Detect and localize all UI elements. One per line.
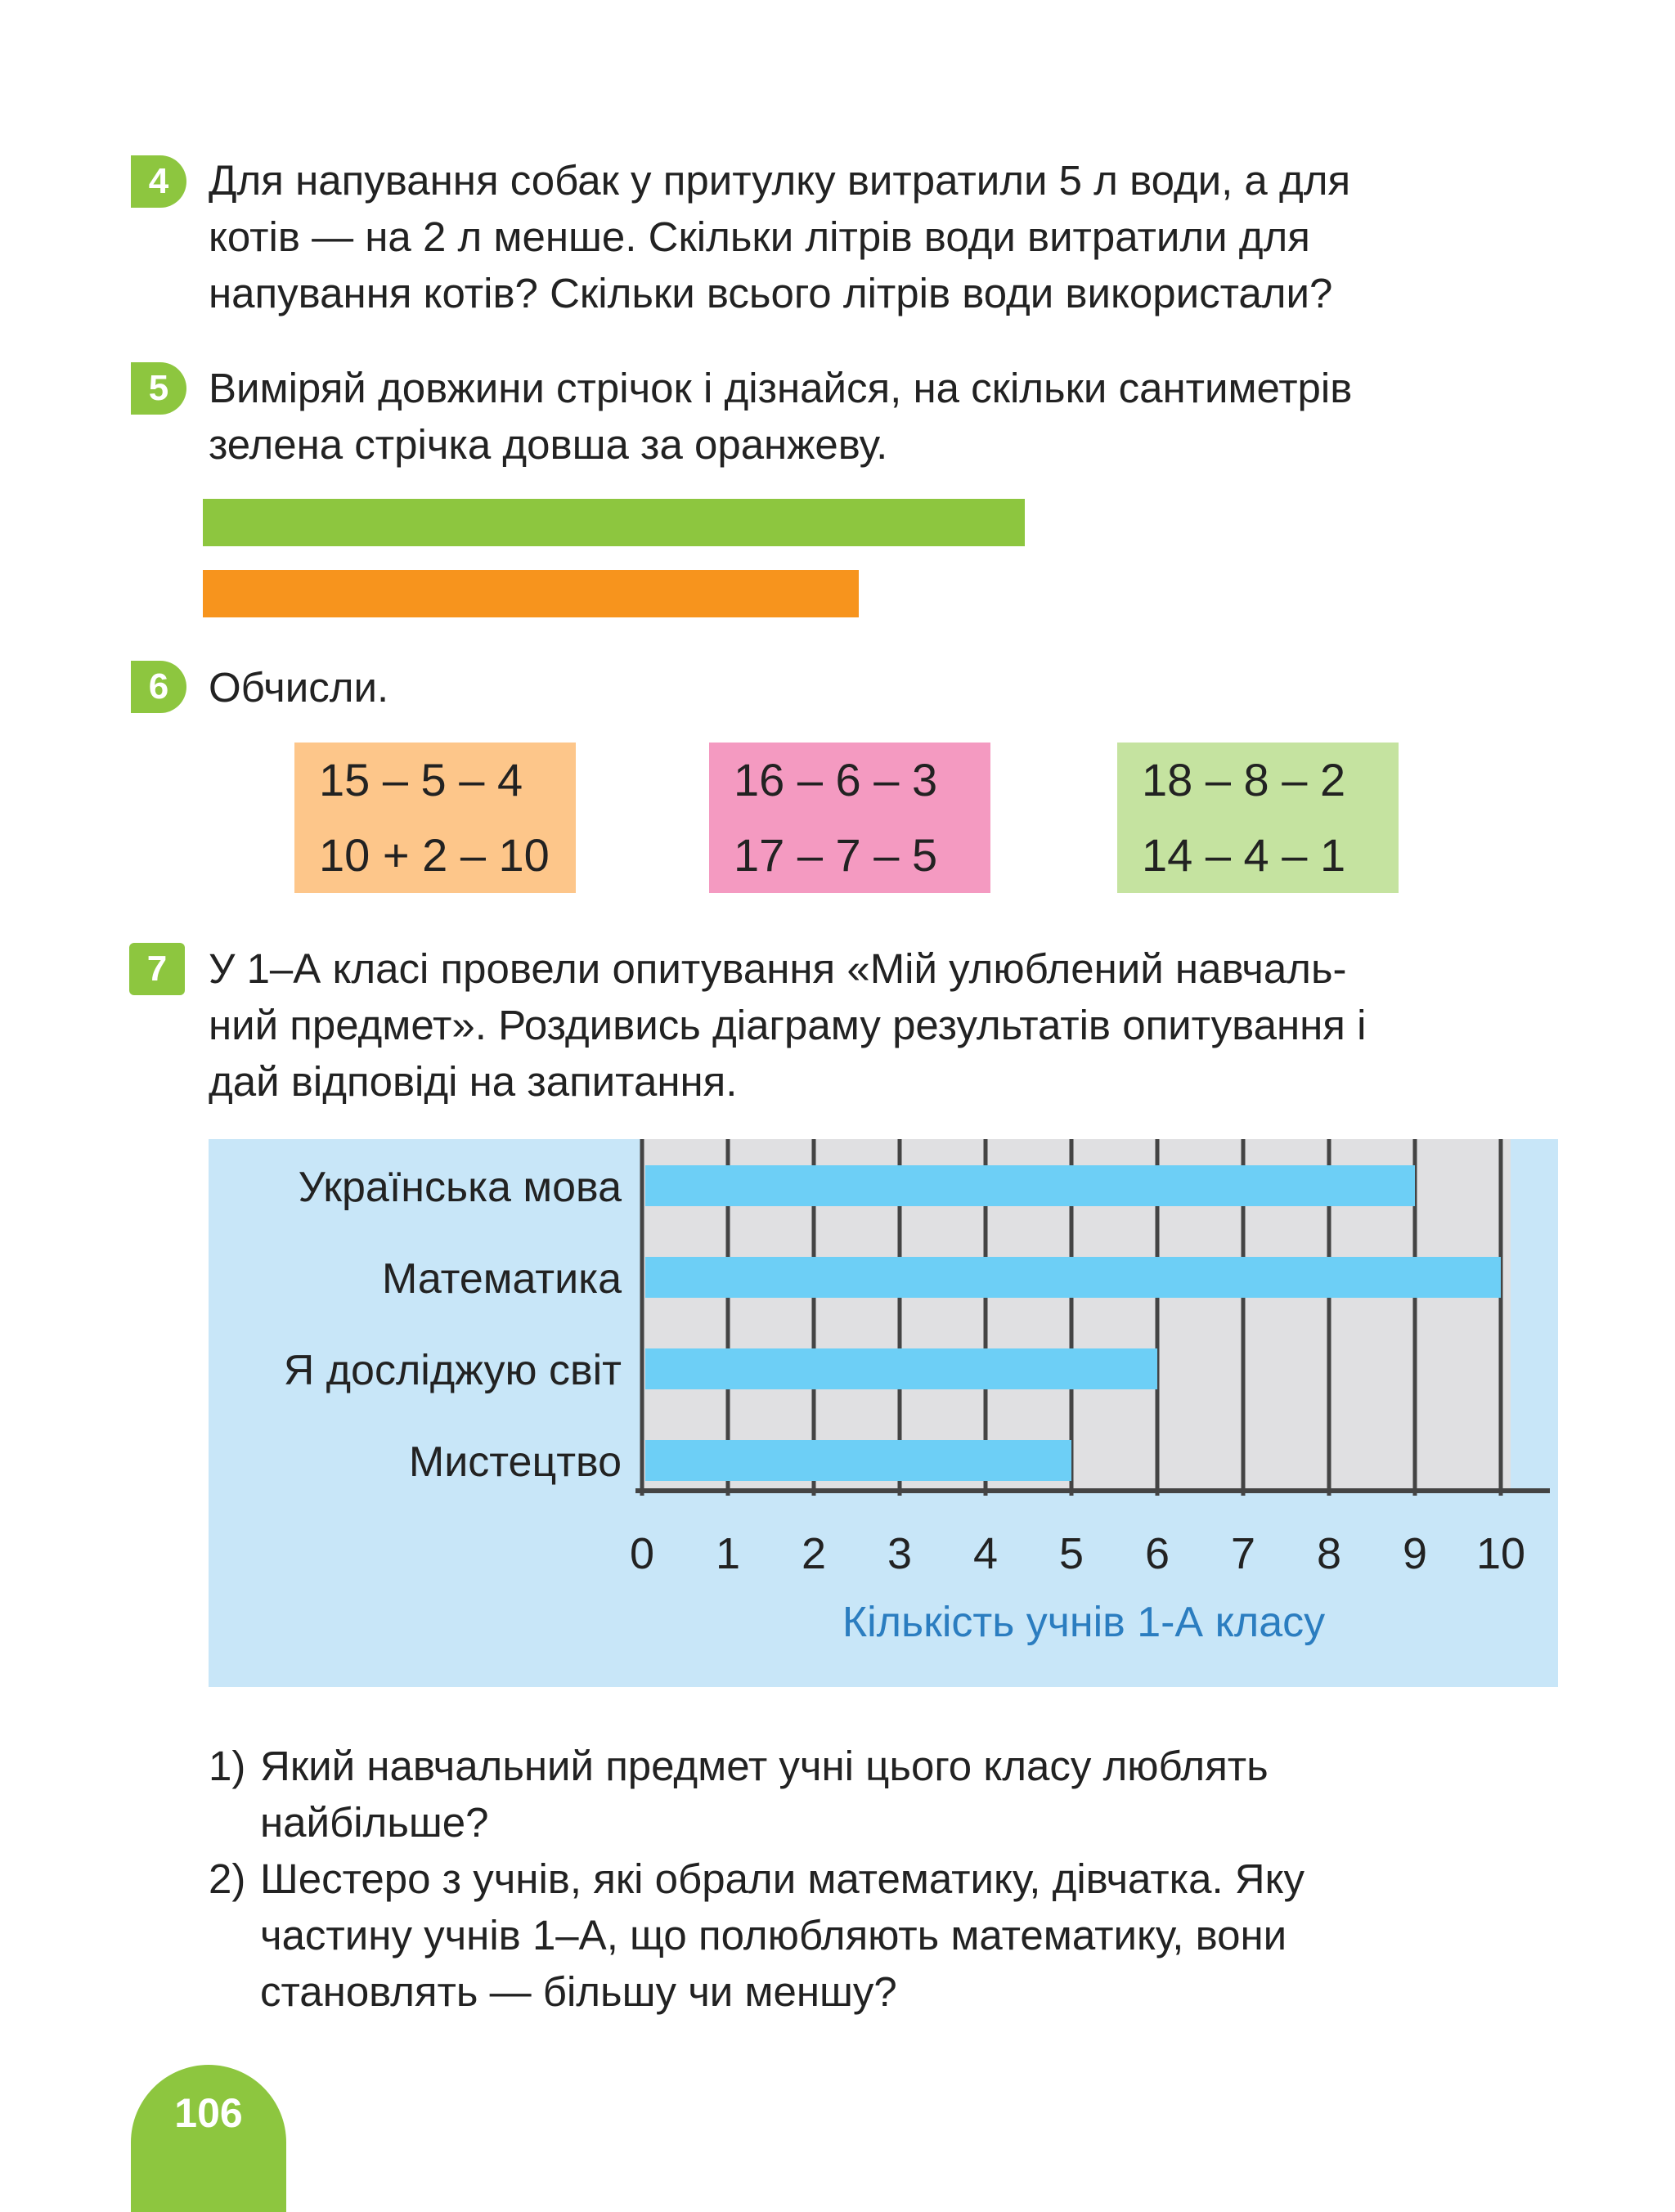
question-2-line: частину учнів 1–А, що полюбляють математику, вони [260, 1912, 1287, 1958]
task-5-text [209, 360, 1558, 473]
x-tick-label: 3 [887, 1529, 913, 1578]
task-4-line-1: Для напування собак у притулку витратили 5 л води, а для [209, 157, 1351, 204]
question-2-line: Шестеро з учнів, які обрали математику, дівчатка. Яку [260, 1855, 1305, 1902]
survey-bar-chart [209, 1139, 1558, 1687]
task-4-line-3: напування котів? Скільки всього літрів води використали? [209, 270, 1333, 316]
questions-list [209, 1738, 1558, 2020]
green-ribbon [203, 499, 1025, 546]
bar-4 [645, 1440, 1071, 1481]
x-tick-label: 2 [801, 1529, 827, 1578]
task-4-number-badge: 4 [131, 155, 186, 208]
page-number-tab [131, 2065, 286, 2212]
category-label: Українська мова [298, 1164, 622, 1211]
task-7-star-badge: 7 [129, 943, 185, 995]
question-1-line: найбільше? [260, 1799, 489, 1846]
expression-box-orange [294, 743, 576, 893]
x-tick-label: 8 [1316, 1529, 1342, 1578]
category-label: Мистецтво [408, 1438, 622, 1486]
x-tick-label: 6 [1144, 1529, 1170, 1578]
x-tick-label: 5 [1058, 1529, 1084, 1578]
question-1-line: Який навчальний предмет учні цього класу люблять [260, 1743, 1269, 1789]
task-7-line-2: ний предмет». Роздивись діаграму результатів опитування і [209, 1002, 1367, 1048]
task-7-line-3: дай відповіді на запитання. [209, 1058, 738, 1105]
category-label: Математика [381, 1255, 622, 1303]
x-tick-label: 10 [1475, 1529, 1526, 1578]
expression: 10 + 2 – 10 [319, 829, 550, 881]
orange-ribbon [203, 570, 859, 617]
question-2-number: 2) [209, 1855, 246, 1902]
task-7-line-1: У 1–А класі провели опитування «Мій улюблений навчаль- [209, 945, 1347, 992]
x-tick-label: 7 [1230, 1529, 1256, 1578]
task-5-line-1: Виміряй довжини стрічок і дізнайся, на скільки сантиметрів [209, 365, 1353, 411]
task-5-number-badge: 5 [131, 362, 186, 415]
x-axis-label: Кількість учнів 1-А класу [842, 1599, 1326, 1646]
category-label: Я досліджую світ [283, 1347, 622, 1394]
bar-1 [645, 1165, 1415, 1206]
task-6-title-text: Обчисли. [209, 664, 389, 711]
expression: 18 – 8 – 2 [1142, 754, 1346, 805]
task-6-title [209, 659, 1558, 716]
task-7-text [209, 940, 1558, 1110]
task-5-line-2: зелена стрічка довша за оранжеву. [209, 421, 888, 468]
expression-box-green [1117, 743, 1399, 893]
bar-3 [645, 1348, 1157, 1389]
expression: 16 – 6 – 3 [734, 754, 938, 805]
x-tick-label: 9 [1402, 1529, 1428, 1578]
page-number: 106 [174, 2090, 243, 2136]
x-tick-label: 0 [629, 1529, 655, 1578]
task-4-line-2: котів — на 2 л менше. Скільки літрів води витратили для [209, 213, 1310, 260]
question-1-number: 1) [209, 1743, 246, 1789]
task-6-number-badge: 6 [131, 661, 186, 713]
x-tick-label: 1 [715, 1529, 741, 1578]
expression-box-pink [709, 743, 990, 893]
expression: 15 – 5 – 4 [319, 754, 523, 805]
question-2-line: становлять — більшу чи меншу? [260, 1968, 897, 2015]
expression: 14 – 4 – 1 [1142, 829, 1346, 881]
question-1 [209, 1738, 1558, 1851]
task-4-text [209, 152, 1558, 321]
expression: 17 – 7 – 5 [734, 829, 938, 881]
bar-2 [645, 1257, 1501, 1298]
x-tick-label: 4 [972, 1529, 999, 1578]
question-2 [209, 1851, 1558, 2020]
survey-chart-panel [209, 1139, 1558, 1687]
